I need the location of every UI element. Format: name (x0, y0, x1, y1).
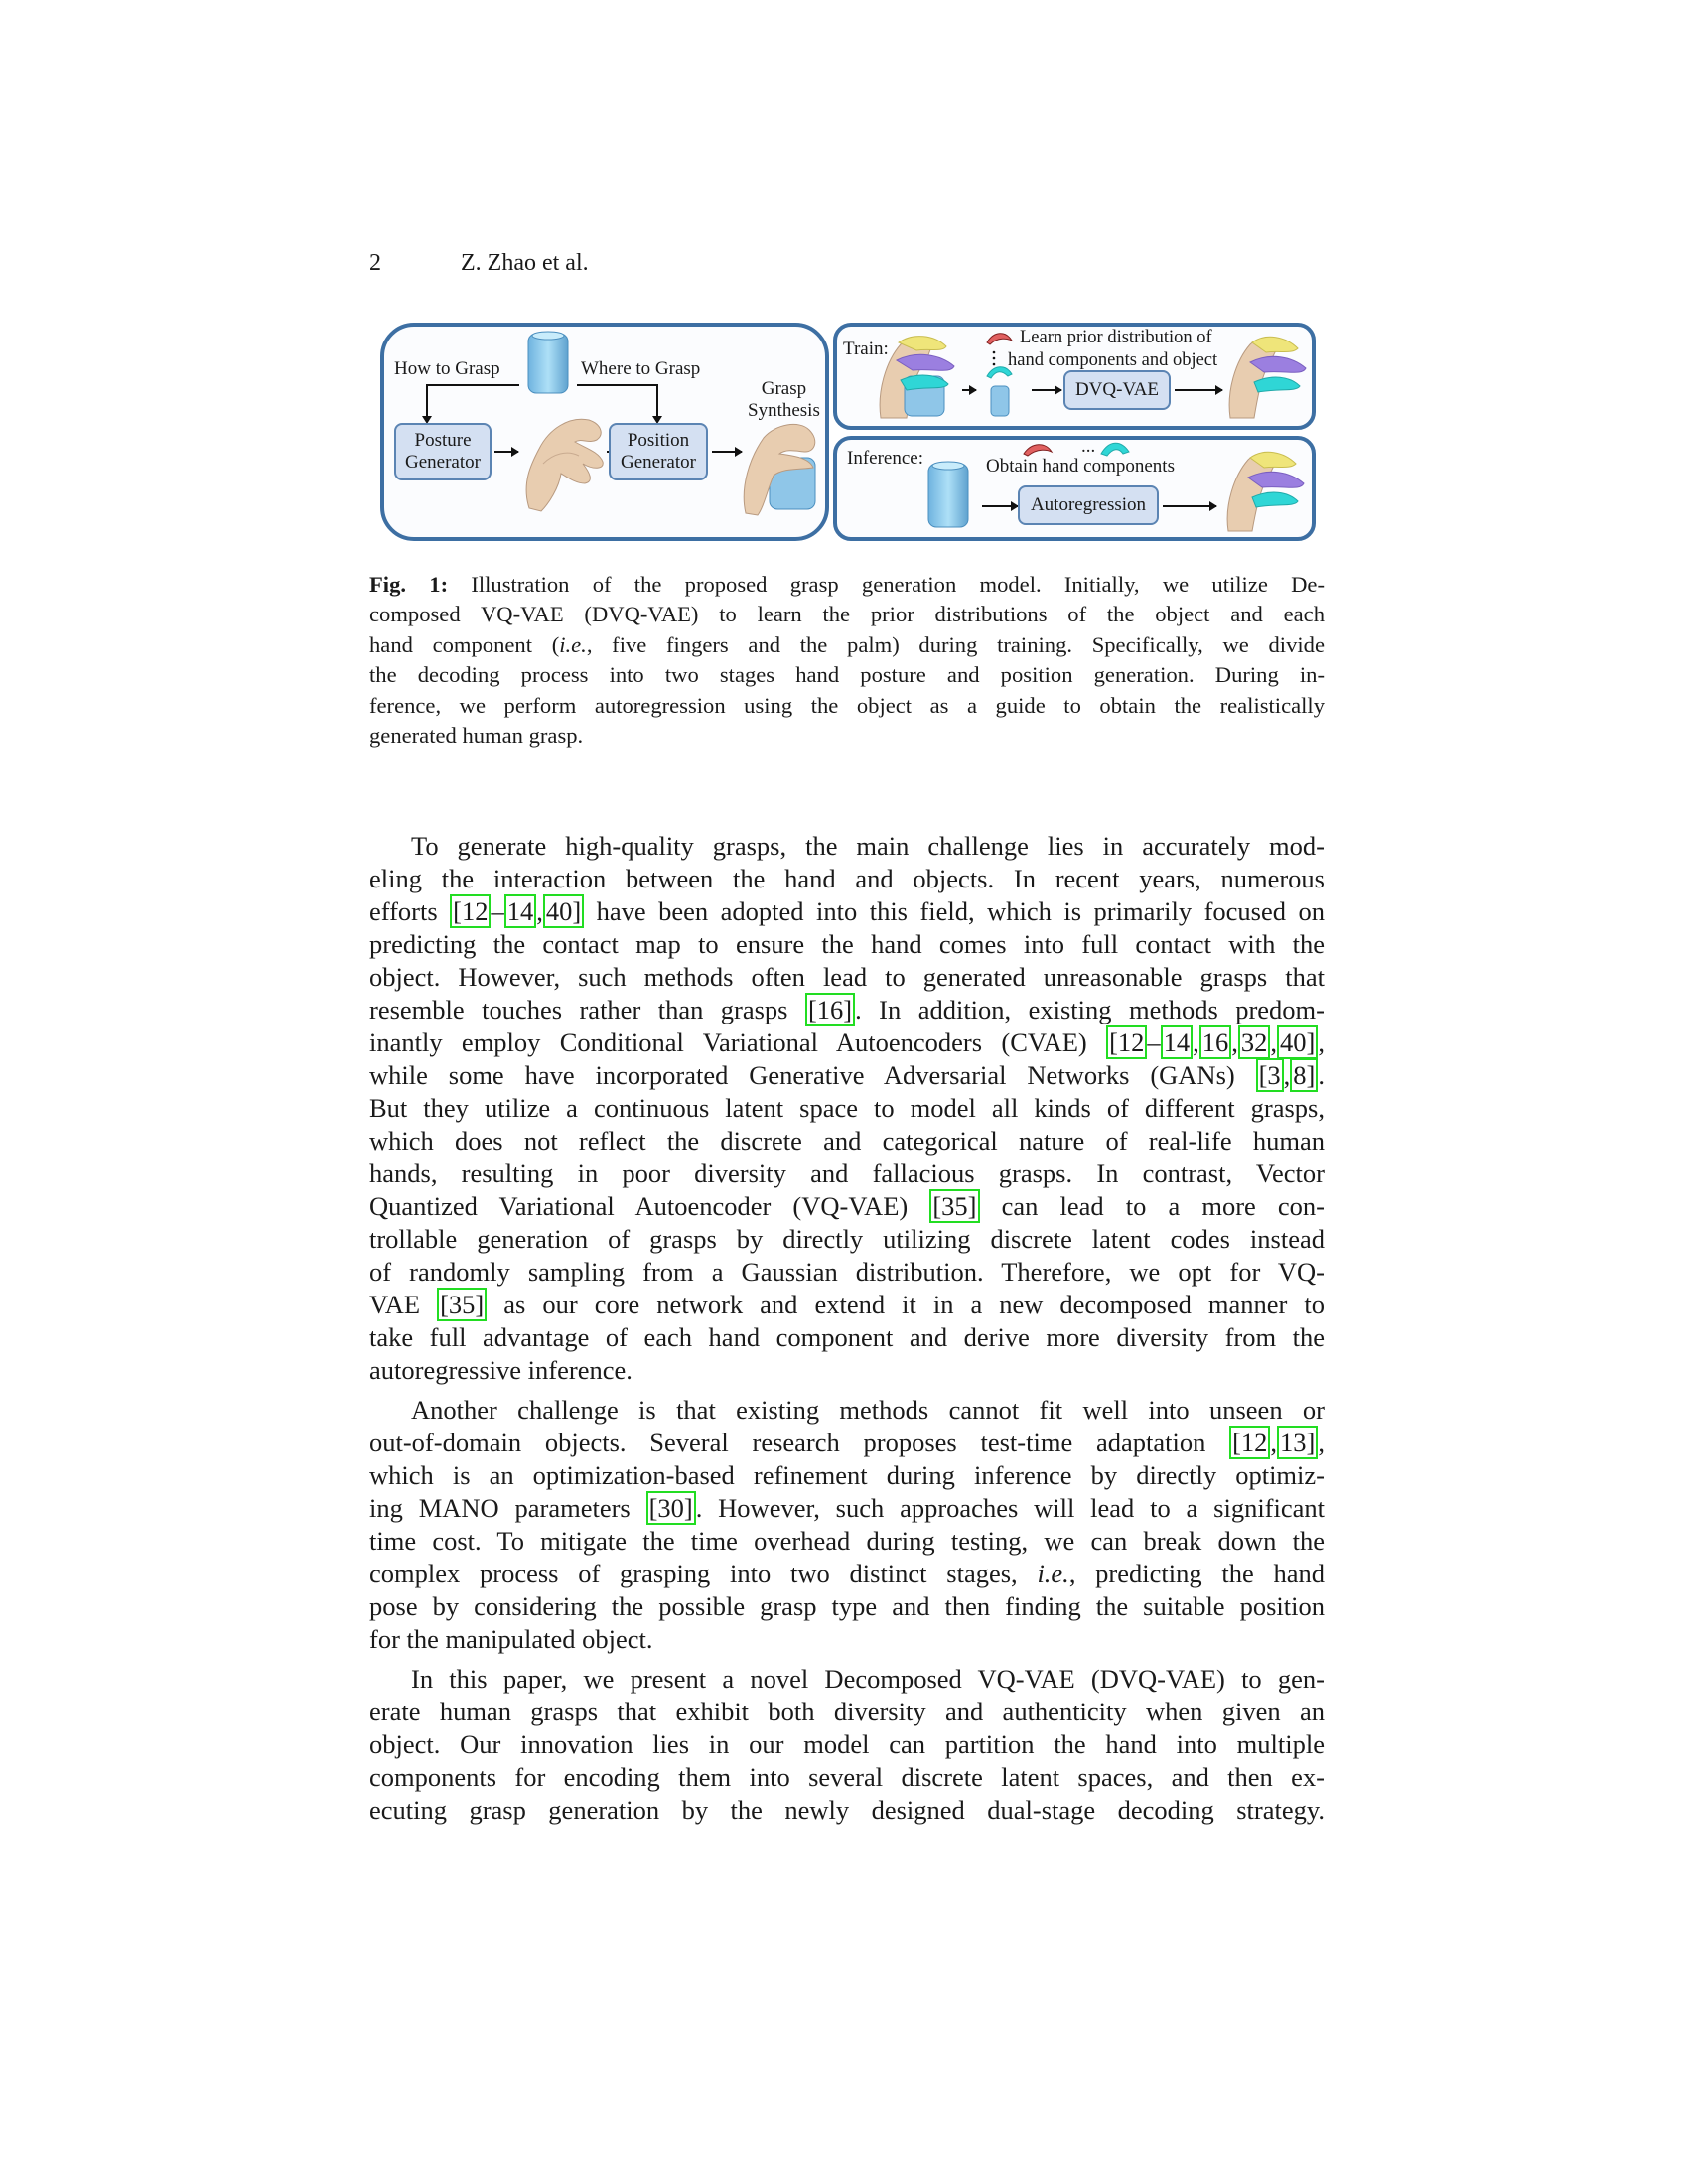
posture-generator-line2: Generator (405, 452, 481, 473)
position-generator-box (609, 423, 708, 480)
paragraph-2 (369, 1394, 1325, 1656)
dvq-vae-box (1063, 370, 1171, 410)
autoregression-box (1018, 485, 1159, 525)
citation-link[interactable]: 13] (1277, 1426, 1318, 1459)
body-line: predicting the contact map to ensure the hand comes into full contact with the (369, 929, 1325, 959)
text: , (536, 896, 543, 926)
paragraph-3 (369, 1663, 1325, 1827)
object-cylinder-icon (524, 330, 572, 399)
position-generator-line2: Generator (621, 452, 696, 473)
citation-link[interactable]: 14 (504, 894, 537, 928)
text: , (1193, 1027, 1199, 1057)
text: , (1231, 1027, 1238, 1057)
text: , (1318, 1027, 1325, 1057)
text: can lead to a more con- (979, 1191, 1326, 1221)
citation-link[interactable]: [35] (929, 1189, 979, 1223)
body-line (369, 1026, 1325, 1059)
text: , (1270, 1428, 1278, 1457)
body-line: object. However, such methods often lead to generated unreasonable grasps that (369, 962, 1325, 992)
figure-1 (380, 323, 1316, 541)
grasp-synthesis-line1: Grasp (761, 378, 807, 399)
how-to-grasp-label: How to Grasp (394, 358, 500, 379)
position-generator-line1: Position (627, 430, 690, 452)
arrow-to-posture (426, 384, 428, 422)
text: . In addition, existing methods predom- (855, 995, 1325, 1024)
body-line: components for encoding them into several discrete latent spaces, and then ex- (369, 1762, 1325, 1792)
body-line: Another challenge is that existing methods cannot fit well into unseen or (411, 1395, 1325, 1425)
text: efforts (369, 896, 451, 926)
text: , predicting the hand (1068, 1559, 1326, 1588)
inference-label: Inference: (847, 448, 923, 469)
caption-line: the decoding process into two stages hand posture and position generation. During in- (369, 662, 1325, 688)
caption-ie: i.e. (559, 631, 587, 657)
hand-posture-icon (519, 404, 611, 513)
grasp-synthesis-line2: Synthesis (748, 399, 820, 421)
caption-line: ference, we perform autoregression using the object as a guide to obtain the realistically (369, 692, 1325, 718)
caption-line (369, 630, 1325, 660)
text: Quantized Variational Autoencoder (VQ-VAE) (369, 1191, 930, 1221)
citation-link[interactable]: [3 (1256, 1058, 1284, 1092)
inference-output-hand-icon (1224, 446, 1306, 535)
figure-panel-train (833, 323, 1316, 430)
arrow-train-decompose (962, 389, 976, 391)
posture-generator-line1: Posture (414, 430, 472, 452)
caption-text: Illustration of the proposed grasp generation model. Initially, we utilize De- (448, 572, 1325, 597)
train-description-line1: Learn prior distribution of (1020, 328, 1212, 347)
body-line: of randomly sampling from a Gaussian distribution. Therefore, we opt for VQ- (369, 1257, 1325, 1287)
body-line (369, 1059, 1325, 1092)
body-line: pose by considering the possible grasp type and then finding the suitable position (369, 1591, 1325, 1621)
body-line: hands, resulting in poor diversity and fallacious grasps. In contrast, Vector (369, 1159, 1325, 1188)
citation-link[interactable]: 40] (1277, 1025, 1318, 1059)
text: – (1147, 1027, 1161, 1057)
caption-label: Fig. 1: (369, 572, 449, 597)
caption-text: , five fingers and the palm) during training. Specifically, we divide (586, 631, 1325, 657)
body-line: object. Our innovation lies in our model can partition the hand into multiple (369, 1729, 1325, 1759)
body-line: In this paper, we present a novel Decomposed VQ-VAE (DVQ-VAE) to gen- (411, 1664, 1325, 1694)
figure-panel-inference (833, 436, 1316, 541)
inference-object-cylinder-icon (924, 460, 972, 531)
arrow-autoregression-to-output (1163, 505, 1216, 507)
text: complex process of grasping into two distinct stages, (369, 1559, 1038, 1588)
citation-link[interactable]: [35] (437, 1288, 487, 1321)
posture-generator-box (394, 423, 492, 480)
paragraph-gap (369, 1387, 1325, 1394)
train-description-line2: hand components and object (1008, 350, 1218, 370)
citation-link[interactable]: [16] (805, 993, 855, 1026)
citation-link[interactable]: [12 (450, 894, 491, 928)
citation-link[interactable]: 14 (1161, 1025, 1194, 1059)
ie-italic: i.e. (1037, 1559, 1069, 1588)
text: out-of-domain objects. Several research proposes test-time adaptation (369, 1428, 1230, 1457)
citation-link[interactable]: 32 (1238, 1025, 1271, 1059)
body-line (369, 1558, 1325, 1590)
text: have been adopted into this field, which is primarily focused on (584, 896, 1325, 926)
body-line: autoregressive inference. (369, 1355, 633, 1385)
text: while some have incorporated Generative Adversarial Networks (GANs) (369, 1060, 1256, 1090)
caption-line: generated human grasp. (369, 722, 584, 748)
page-number: 2 (369, 250, 381, 276)
body-line: eling the interaction between the hand and objects. In recent years, numerous (369, 864, 1325, 893)
text: . However, such approaches will lead to a significant (695, 1493, 1326, 1523)
inference-description: Obtain hand components (986, 456, 1175, 477)
body-line: time cost. To mitigate the time overhead during testing, we can break down the (369, 1526, 1325, 1556)
caption-line (369, 570, 1325, 600)
citation-link[interactable]: [30] (646, 1491, 696, 1525)
connector-where (577, 384, 656, 386)
autoregression-label: Autoregression (1030, 494, 1147, 516)
citation-link[interactable]: 40] (543, 894, 584, 928)
body-line (369, 1492, 1325, 1525)
citation-link[interactable]: [12 (1229, 1426, 1270, 1459)
text: , (1283, 1060, 1291, 1090)
where-to-grasp-label: Where to Grasp (581, 358, 701, 379)
text: . (1318, 1060, 1325, 1090)
dvq-vae-label: DVQ-VAE (1074, 379, 1160, 401)
body-line: for the manipulated object. (369, 1624, 653, 1654)
arrow-posture-to-hand (494, 451, 518, 453)
body-line (369, 1289, 1325, 1321)
arrow-dvqvae-to-output (1175, 389, 1222, 391)
body-line (369, 1190, 1325, 1223)
body-line: erate human grasps that exhibit both diversity and authenticity when given an (369, 1697, 1325, 1726)
text: , (1318, 1428, 1325, 1457)
connector-how (426, 384, 519, 386)
body-line (369, 994, 1325, 1026)
body-line: which does not reflect the discrete and categorical nature of real-life human (369, 1126, 1325, 1156)
train-output-hand-icon (1226, 331, 1308, 422)
arrow-to-autoregression (982, 505, 1018, 507)
figure-caption (369, 570, 1325, 751)
text: resemble touches rather than grasps (369, 995, 805, 1024)
paragraph-gap (369, 1656, 1325, 1663)
arrow-to-dvqvae (1032, 389, 1061, 391)
text: inantly employ Conditional Variational Autoencoders (CVAE) (369, 1027, 1107, 1057)
text: – (491, 896, 504, 926)
body-line: To generate high-quality grasps, the main challenge lies in accurately mod- (411, 831, 1325, 861)
text: VAE (369, 1290, 438, 1319)
inference-ellipsis: ... (1081, 436, 1096, 457)
grasp-synthesis-label (748, 378, 820, 422)
citation-link[interactable]: 8] (1290, 1058, 1318, 1092)
body-line: trollable generation of grasps by directly utilizing discrete latent codes instead (369, 1224, 1325, 1254)
body-line: But they utilize a continuous latent space to model all kinds of different grasps, (369, 1093, 1325, 1123)
decomposed-components-icon (984, 329, 1014, 420)
body-line: ecuting grasp generation by the newly designed dual-stage decoding strategy. (369, 1795, 1325, 1825)
text: , (1270, 1027, 1278, 1057)
body-line (369, 1427, 1325, 1459)
figure-panel-pipeline (380, 323, 829, 541)
paragraph-1 (369, 830, 1325, 1387)
text: ing MANO parameters (369, 1493, 646, 1523)
train-input-hand-icon (877, 331, 958, 422)
caption-line: composed VQ-VAE (DVQ-VAE) to learn the prior distributions of the object and each (369, 602, 1325, 627)
body-line: which is an optimization-based refinement during inference by directly optimiz- (369, 1460, 1325, 1490)
body-line (369, 895, 1325, 928)
body-line: take full advantage of each hand component and derive more diversity from the (369, 1322, 1325, 1352)
body-text (369, 830, 1325, 1827)
running-header (369, 250, 589, 277)
citation-link[interactable]: [12 (1106, 1025, 1147, 1059)
text: as our core network and extend it in a new decomposed manner to (487, 1290, 1325, 1319)
train-label: Train: (843, 339, 889, 359)
grasp-result-icon (740, 418, 821, 517)
arrow-to-synthesis (712, 451, 742, 453)
arrow-to-position (656, 384, 658, 422)
citation-link[interactable]: 16 (1199, 1025, 1232, 1059)
caption-text: hand component ( (369, 631, 560, 657)
running-head-authors: Z. Zhao et al. (461, 250, 589, 276)
